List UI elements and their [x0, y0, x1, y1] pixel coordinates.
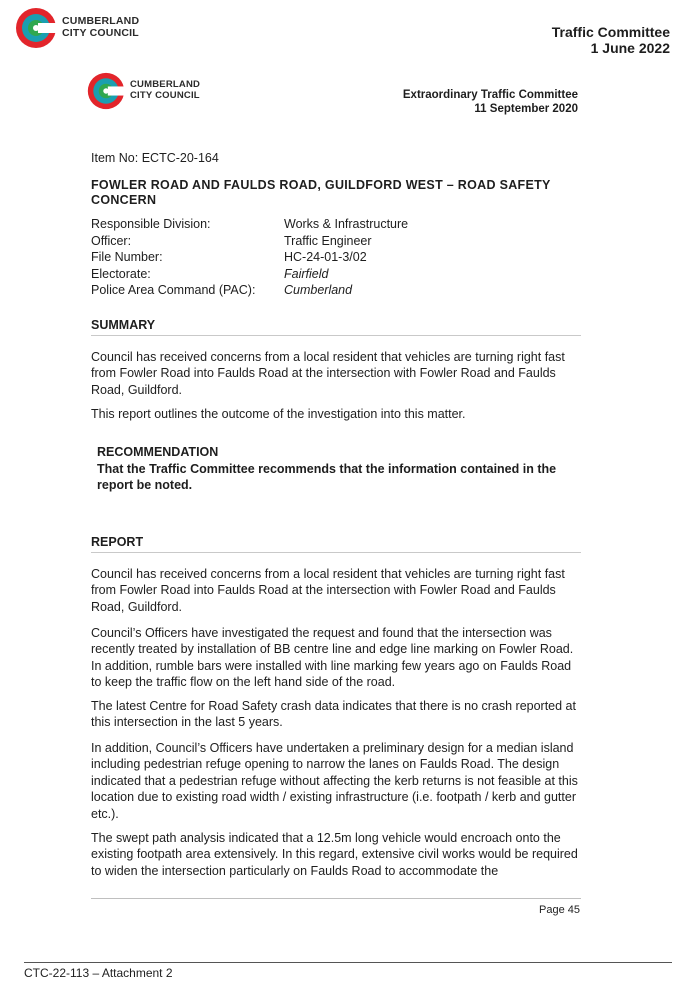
meta-row — [91, 266, 408, 283]
report-paragraph: In addition, Council’s Officers have undertaken a preliminary design for a median island including pedestrian refuge opening to narrow the lanes on Faulds Road. The design indicated that a pedestrian refuge without affecting the kerb returns is not feasible at this location due to existing road width / existing infrastructure (i.e. footpath / kerb and gutter etc.). — [91, 741, 578, 821]
meta-label: Police Area Command (PAC): — [91, 283, 256, 298]
report-paragraph: The latest Centre for Road Safety crash data indicates that there is no crash reported at this intersection in the last 5 years. — [91, 699, 576, 730]
meta-value: Cumberland — [284, 283, 353, 298]
meta-row — [91, 282, 408, 299]
item-number: Item No: ECTC-20-164 — [91, 151, 219, 165]
inner-committee-date: 11 September 2020 — [474, 103, 578, 116]
inner-header — [403, 88, 578, 116]
meta-label: Electorate: — [91, 266, 151, 281]
recommendation-text: That the Traffic Committee recommends that the information contained in the report be noted. — [97, 462, 557, 493]
report-paragraph: Council has received concerns from a local resident that vehicles are turning right fast from Fowler Road into Faulds Road at the intersection with Fowler Road and Faulds Road, Guildford. — [91, 567, 565, 614]
outer-logo-line2: CITY COUNCIL — [62, 27, 139, 39]
outer-logo-text — [62, 16, 139, 40]
summary-heading: SUMMARY — [91, 318, 581, 336]
outer-council-logo — [14, 6, 139, 50]
meta-row — [91, 216, 408, 233]
meta-value: HC-24-01-3/02 — [284, 250, 367, 265]
inner-logo-line1: CUMBERLAND — [130, 79, 201, 91]
outer-logo-line1: CUMBERLAND — [62, 15, 140, 28]
meta-value: Traffic Engineer — [284, 233, 372, 248]
council-logo-icon — [86, 71, 126, 111]
outer-header — [552, 24, 670, 56]
recommendation-heading: RECOMMENDATION — [97, 445, 219, 459]
meta-label: File Number: — [91, 250, 163, 265]
page-number: Page 45 — [539, 904, 580, 916]
summary-paragraph: This report outlines the outcome of the investigation into this matter. — [91, 407, 466, 421]
outer-committee-name: Traffic Committee — [551, 24, 670, 40]
report-paragraph: The swept path analysis indicated that a 12.5m long vehicle would encroach onto the existing footpath area extensively. In this regard, extensive civil works would be required to widen the intersection particularly on Faulds Road to accommodate the — [91, 831, 578, 878]
report-metadata — [91, 216, 408, 299]
meta-value: Works & Infrastructure — [284, 217, 409, 231]
meta-row — [91, 249, 408, 266]
meta-label: Responsible Division: — [91, 217, 211, 231]
inner-logo-text — [130, 80, 200, 101]
attachment-footer: CTC-22-113 – Attachment 2 — [24, 966, 173, 980]
outer-footer-divider — [24, 962, 672, 963]
meta-row — [91, 233, 408, 250]
inner-footer-divider — [91, 898, 581, 899]
meta-label: Officer: — [91, 233, 132, 248]
inner-committee-name: Extraordinary Traffic Committee — [402, 89, 578, 101]
meta-value: Fairfield — [284, 266, 329, 281]
report-heading: REPORT — [91, 535, 581, 553]
council-logo-icon — [14, 6, 58, 50]
report-title: FOWLER ROAD AND FAULDS ROAD, GUILDFORD WEST – ROAD SAFETY CONCERN — [91, 178, 551, 208]
outer-committee-date: 1 June 2022 — [590, 40, 670, 57]
summary-paragraph: Council has received concerns from a local resident that vehicles are turning right fast from Fowler Road into Faulds Road at the intersection with Fowler Road and Faulds Road, Guildford. — [91, 350, 565, 397]
inner-logo-line2: CITY COUNCIL — [130, 90, 200, 101]
inner-council-logo — [86, 71, 200, 111]
report-paragraph: Council’s Officers have investigated the request and found that the intersection was recently treated by installation of BB centre line and edge line marking on Fowler Road. In addition, rumble bars were installed with line marking few years ago on Faulds Road to keep the traffic flow on the left hand side of the road. — [91, 626, 574, 690]
